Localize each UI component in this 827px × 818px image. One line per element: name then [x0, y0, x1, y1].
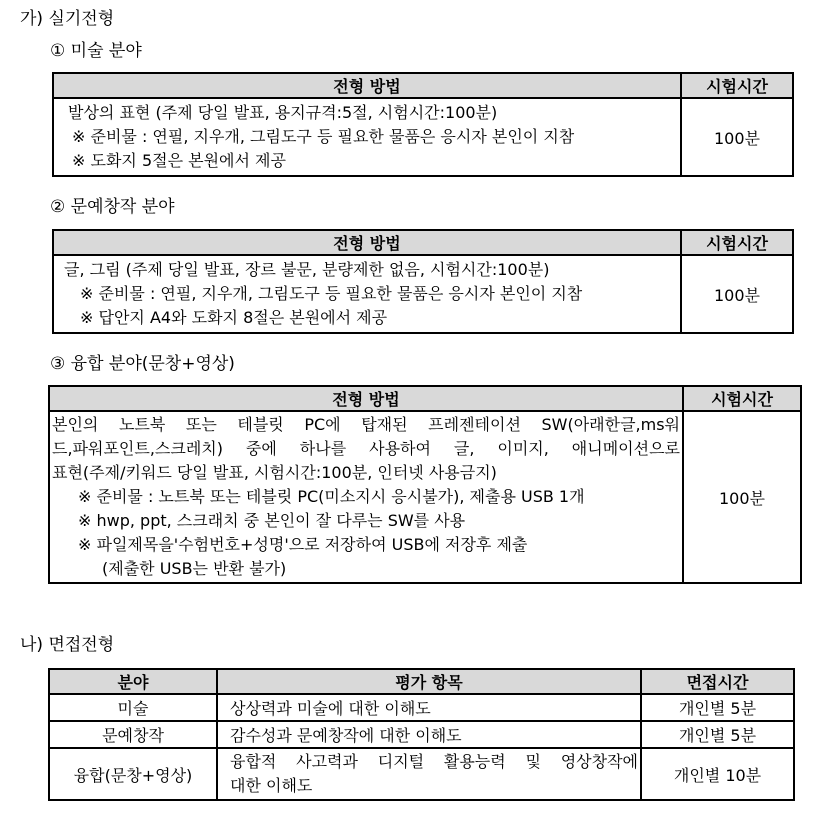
- interview-table: [48, 668, 795, 801]
- method-line: (제출한 USB는 반환 불가): [102, 559, 287, 578]
- time-cell: 100분: [681, 255, 793, 333]
- section-a-title: 가) 실기전형: [20, 9, 115, 29]
- method-line: 글, 그림 (주제 당일 발표, 장르 불문, 분량제한 없음, 시험시간:100분): [64, 260, 550, 279]
- method-line: 표현(주제/키워드 당일 발표, 시험시간:100분, 인터넷 사용금지): [52, 463, 497, 482]
- art-section-title: ① 미술 분야: [50, 41, 142, 61]
- method-line: ※ 도화지 5절은 본원에서 제공: [72, 151, 286, 170]
- time-header: 시험시간: [683, 386, 801, 411]
- method-line: 드,파워포인트,스크레치) 중에 하나를 사용하여 글, 이미지, 애니메이션으로: [52, 439, 680, 458]
- writing-exam-table: [52, 229, 794, 334]
- table-row: [49, 694, 794, 721]
- table-row: [49, 721, 794, 748]
- item-line: 융합적 사고력과 디지털 활용능력 및 영상창작에: [230, 752, 638, 771]
- section-b-title: 나) 면접전형: [20, 635, 115, 655]
- method-cell: [53, 255, 681, 333]
- fusion-section-title: ③ 융합 분야(문창+영상): [50, 354, 235, 374]
- item-cell: 감수성과 문예창작에 대한 이해도: [217, 721, 641, 748]
- field-cell: 미술: [49, 694, 217, 721]
- art-exam-table: [52, 72, 794, 177]
- item-cell: 상상력과 미술에 대한 이해도: [217, 694, 641, 721]
- interview-time-cell: 개인별 5분: [641, 721, 794, 748]
- time-cell: 100분: [683, 411, 801, 583]
- time-header: 시험시간: [681, 73, 793, 98]
- fusion-exam-table: [48, 385, 802, 584]
- interview-time-cell: 개인별 10분: [641, 748, 794, 800]
- method-header: 전형 방법: [49, 386, 683, 411]
- method-cell: [49, 411, 683, 583]
- method-line: ※ hwp, ppt, 스크래치 중 본인이 잘 다루는 SW를 사용: [78, 511, 466, 530]
- method-line: ※ 답안지 A4와 도화지 8절은 본원에서 제공: [80, 308, 388, 327]
- interview-time-header: 면접시간: [641, 669, 794, 694]
- method-cell: [53, 98, 681, 176]
- writing-section-title: ② 문예창작 분야: [50, 197, 175, 217]
- table-row: [49, 748, 794, 800]
- method-line: ※ 파일제목을'수험번호+성명'으로 저장하여 USB에 저장후 제출: [78, 535, 528, 554]
- interview-time-cell: 개인별 5분: [641, 694, 794, 721]
- method-header: 전형 방법: [53, 73, 681, 98]
- time-cell: 100분: [681, 98, 793, 176]
- item-line: 대한 이해도: [230, 776, 313, 795]
- method-line: 본인의 노트북 또는 테블릿 PC에 탑재된 프레젠테이션 SW(아래한글,ms워: [52, 415, 680, 434]
- method-line: ※ 준비물 : 연필, 지우개, 그림도구 등 필요한 물품은 응시자 본인이 지참: [80, 284, 583, 303]
- field-cell: 문예창작: [49, 721, 217, 748]
- method-header: 전형 방법: [53, 230, 681, 255]
- field-header: 분야: [49, 669, 217, 694]
- item-cell: [217, 748, 641, 800]
- item-header: 평가 항목: [217, 669, 641, 694]
- method-line: ※ 준비물 : 노트북 또는 테블릿 PC(미소지시 응시불가), 제출용 USB 1개: [78, 487, 585, 506]
- method-line: ※ 준비물 : 연필, 지우개, 그림도구 등 필요한 물품은 응시자 본인이 지참: [72, 127, 575, 146]
- method-line: 발상의 표현 (주제 당일 발표, 용지규격:5절, 시험시간:100분): [68, 103, 498, 122]
- field-cell: 융합(문창+영상): [49, 748, 217, 800]
- time-header: 시험시간: [681, 230, 793, 255]
